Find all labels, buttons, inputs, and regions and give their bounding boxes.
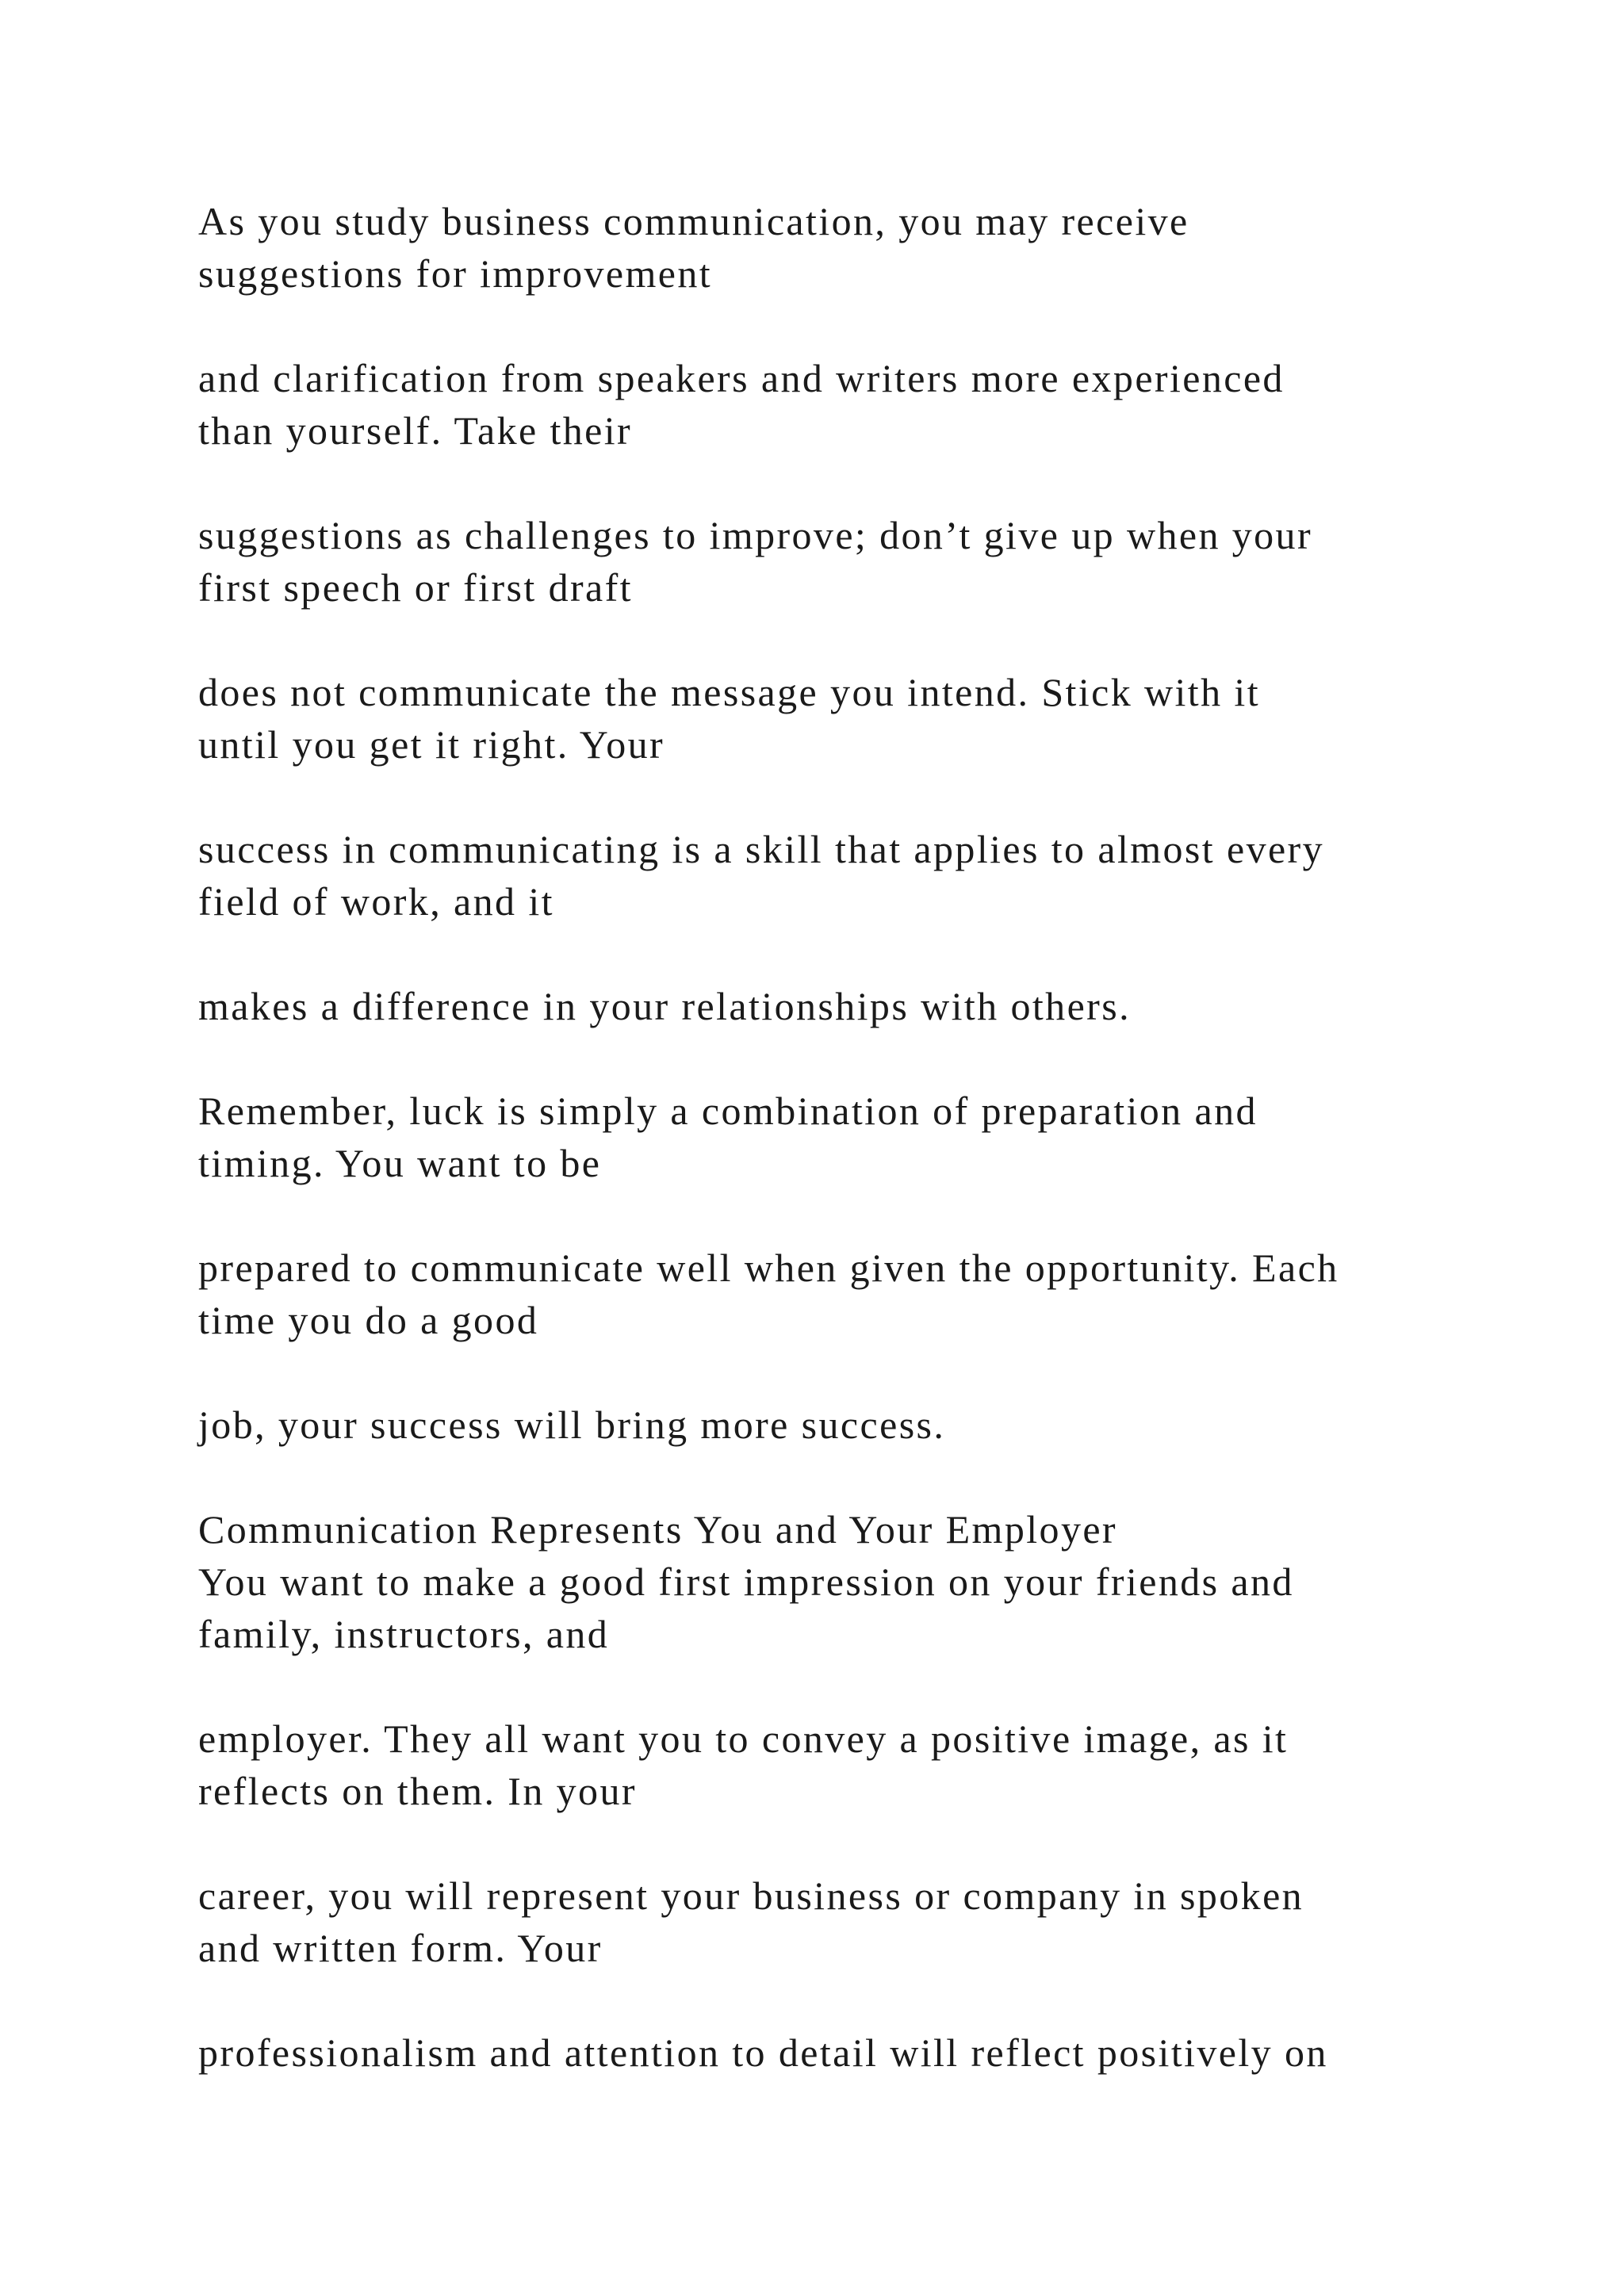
text-line: than yourself. Take their xyxy=(198,408,633,453)
text-line: makes a difference in your relationships with others. xyxy=(198,984,1131,1028)
text-line: You want to make a good first impression on your friends and xyxy=(198,1559,1294,1604)
text-line: professionalism and attention to detail will reflect positively on xyxy=(198,2030,1328,2075)
text-line: As you study business communication, you may receive xyxy=(198,199,1189,243)
document-body xyxy=(198,195,1507,2079)
paragraph-4 xyxy=(198,666,1507,771)
paragraph-12 xyxy=(198,1869,1507,1974)
text-line: Remember, luck is simply a combination of preparation and xyxy=(198,1089,1258,1133)
paragraph-13 xyxy=(198,2026,1507,2079)
text-line: employer. They all want you to convey a positive image, as it xyxy=(198,1716,1289,1761)
paragraph-8 xyxy=(198,1242,1507,1346)
text-line: and clarification from speakers and writers more experienced xyxy=(198,356,1285,400)
text-line: job, your success will bring more success. xyxy=(198,1402,946,1447)
text-line: family, instructors, and xyxy=(198,1612,610,1656)
text-line: first speech or first draft xyxy=(198,565,633,610)
paragraph-2 xyxy=(198,352,1507,457)
text-line: suggestions as challenges to improve; don’t give up when your xyxy=(198,513,1312,557)
paragraph-6 xyxy=(198,980,1507,1032)
paragraph-9 xyxy=(198,1399,1507,1451)
paragraph-10 xyxy=(198,1556,1507,1660)
text-line: does not communicate the message you intend. Stick with it xyxy=(198,670,1260,714)
paragraph-7 xyxy=(198,1085,1507,1189)
section-heading-text: Communication Represents You and Your Employer xyxy=(198,1507,1117,1552)
text-line: until you get it right. Your xyxy=(198,722,665,767)
text-line: field of work, and it xyxy=(198,879,554,924)
section-heading xyxy=(198,1503,1507,1556)
text-line: timing. You want to be xyxy=(198,1141,602,1185)
paragraph-3 xyxy=(198,509,1507,614)
text-line: and written form. Your xyxy=(198,1926,603,1970)
paragraph-5 xyxy=(198,823,1507,928)
paragraph-1 xyxy=(198,195,1507,300)
text-line: prepared to communicate well when given the opportunity. Each xyxy=(198,1246,1339,1290)
text-line: career, you will represent your business or company in spoken xyxy=(198,1873,1304,1918)
text-line: suggestions for improvement xyxy=(198,251,713,296)
text-line: success in communicating is a skill that applies to almost every xyxy=(198,827,1325,871)
text-line: time you do a good xyxy=(198,1298,539,1342)
text-line: reflects on them. In your xyxy=(198,1769,637,1813)
paragraph-11 xyxy=(198,1712,1507,1817)
